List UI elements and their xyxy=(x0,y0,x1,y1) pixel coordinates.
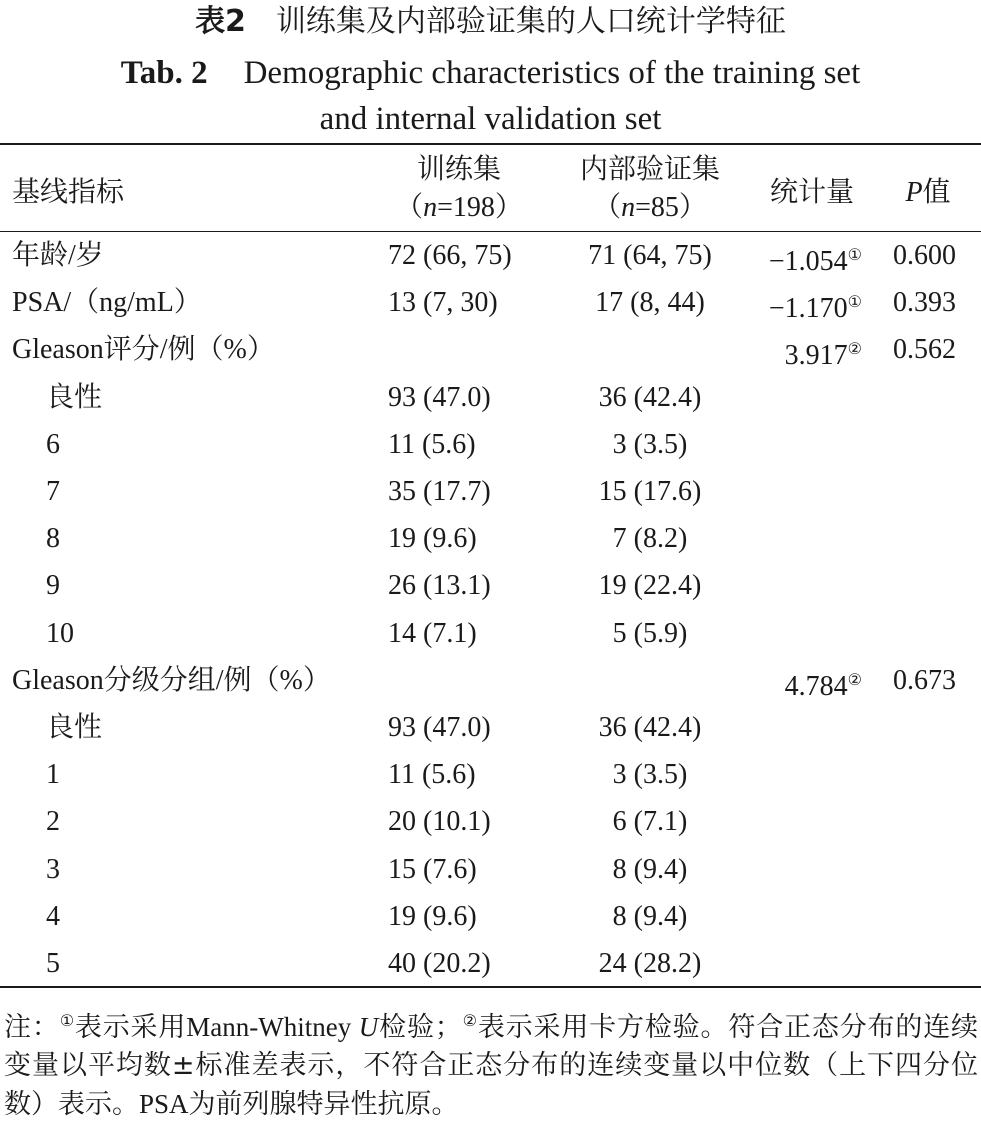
validation-value: 5 (5.9) xyxy=(612,617,688,649)
table-row xyxy=(0,468,981,515)
row-label: 9 xyxy=(46,570,60,602)
p-value: 0.600 xyxy=(893,240,956,271)
train-value: 19 (9.6) xyxy=(388,900,477,932)
p-value: 0.393 xyxy=(893,287,956,319)
p-value: 0.562 xyxy=(893,334,956,366)
header-statistic: 统计量 xyxy=(769,175,854,208)
train-value: 13 (7, 30) xyxy=(388,287,498,319)
row-label: 2 xyxy=(46,806,60,838)
footnote-marker: ① xyxy=(847,294,862,312)
table-row xyxy=(0,279,981,326)
header-train: 训练集 （n=198） xyxy=(395,152,523,223)
validation-value: 6 (7.1) xyxy=(612,806,688,838)
train-value: 15 (7.6) xyxy=(388,853,477,885)
train-value: 40 (20.2) xyxy=(388,948,491,979)
row-label: 7 xyxy=(46,476,60,507)
row-label: 1 xyxy=(46,759,60,791)
header-validation: 内部验证集 （n=85） xyxy=(579,152,720,223)
statistic-value xyxy=(740,657,862,710)
validation-value: 8 (9.4) xyxy=(612,853,688,885)
table-row xyxy=(0,704,981,751)
row-label: PSA/（ng/mL） xyxy=(12,287,202,319)
statistic-number: −1.054 xyxy=(768,246,848,277)
train-value: 72 (66, 75) xyxy=(388,240,512,271)
statistic-value xyxy=(740,326,862,379)
caption-zh-label: 表2 xyxy=(195,4,246,39)
table-footnote: 注：①表示采用Mann-Whitney U检验；②表示采用卡方检验。符合正态分布的连续变量以平均数±标准差表示，不符合正态分布的连续变量以中位数（上下四分位数）表示。PSA为前列腺特异性抗原。 xyxy=(4,1011,979,1120)
row-label: 3 xyxy=(46,853,60,885)
table-bottom-rule xyxy=(0,986,981,988)
validation-value: 36 (42.4) xyxy=(598,712,702,743)
table-row xyxy=(0,374,981,421)
row-label: 良性 xyxy=(46,712,103,743)
train-value: 26 (13.1) xyxy=(388,570,491,602)
table-row xyxy=(0,751,981,798)
train-value: 93 (47.0) xyxy=(388,381,491,413)
caption-en-label: Tab. 2 xyxy=(120,55,208,91)
train-value: 11 (5.6) xyxy=(388,759,476,791)
row-label: Gleason评分/例（%） xyxy=(12,334,275,366)
train-value: 93 (47.0) xyxy=(388,712,491,743)
table-row xyxy=(0,610,981,657)
table-row xyxy=(0,893,981,940)
table-row xyxy=(0,326,981,373)
table-caption-en xyxy=(0,50,981,142)
row-label: 良性 xyxy=(46,381,103,413)
row-label: 4 xyxy=(46,900,60,932)
table-row xyxy=(0,421,981,468)
train-value: 19 (9.6) xyxy=(388,523,477,555)
row-label: Gleason分级分组/例（%） xyxy=(12,664,331,696)
row-label: 6 xyxy=(46,428,60,460)
validation-value: 7 (8.2) xyxy=(612,523,688,555)
table-row xyxy=(0,232,981,279)
header-p-value: P值 xyxy=(905,175,951,208)
table-row xyxy=(0,562,981,609)
statistic-number: −1.170 xyxy=(768,293,848,325)
p-value: 0.673 xyxy=(893,664,956,696)
footnote-marker: ② xyxy=(847,341,862,359)
train-value: 35 (17.7) xyxy=(388,476,491,507)
table-row xyxy=(0,515,981,562)
validation-value: 3 (3.5) xyxy=(612,428,688,460)
caption-zh-title: 训练集及内部验证集的人口统计学特征 xyxy=(275,4,786,39)
statistic-value xyxy=(740,232,862,285)
table-caption-zh xyxy=(0,2,981,42)
validation-value: 17 (8, 44) xyxy=(595,287,705,319)
row-label: 10 xyxy=(46,617,74,649)
validation-value: 71 (64, 75) xyxy=(588,240,712,271)
table-row xyxy=(0,846,981,893)
validation-value: 24 (28.2) xyxy=(598,948,702,979)
statistic-number: 3.917 xyxy=(784,340,848,372)
statistic-value xyxy=(740,279,862,332)
train-value: 11 (5.6) xyxy=(388,428,476,460)
table-row xyxy=(0,657,981,704)
validation-value: 8 (9.4) xyxy=(612,900,688,932)
validation-value: 36 (42.4) xyxy=(598,381,702,413)
row-label: 年龄/岁 xyxy=(12,240,104,271)
header-baseline: 基线指标 xyxy=(12,175,125,208)
table-row xyxy=(0,798,981,845)
caption-en-title-line1: Demographic characteristics of the training set xyxy=(243,55,861,91)
table-top-rule xyxy=(0,143,981,145)
validation-value: 15 (17.6) xyxy=(598,476,702,507)
table-row xyxy=(0,940,981,987)
row-label: 5 xyxy=(46,948,60,979)
train-value: 14 (7.1) xyxy=(388,617,477,649)
caption-en-title-line2: and internal validation set xyxy=(319,101,662,137)
validation-value: 3 (3.5) xyxy=(612,759,688,791)
footnote-marker: ② xyxy=(847,671,862,689)
footnote-marker: ① xyxy=(847,247,862,264)
statistic-number: 4.784 xyxy=(784,670,848,702)
validation-value: 19 (22.4) xyxy=(598,570,702,602)
train-value: 20 (10.1) xyxy=(388,806,491,838)
row-label: 8 xyxy=(46,523,60,555)
